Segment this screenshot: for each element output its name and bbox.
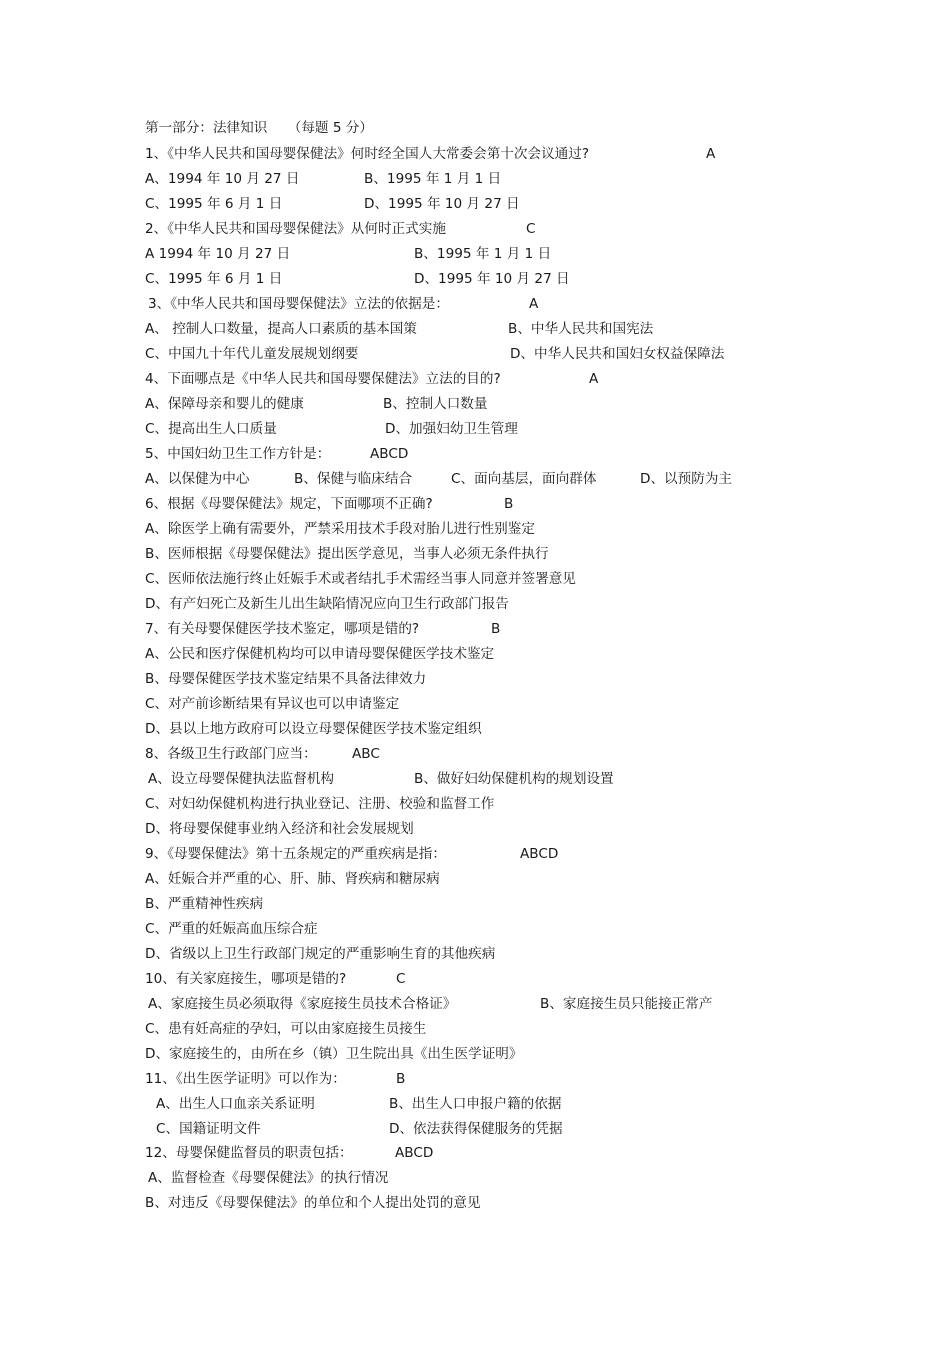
question-7-stem: 7、有关母婴保健医学技术鉴定，哪项是错的? [145,621,420,637]
question-2-option-b: B、1995 年 1 月 1 日 [414,246,552,262]
question-8-option-b: B、做好妇幼保健机构的规划设置 [414,771,614,787]
question-7-option-b: B、母婴保健医学技术鉴定结果不具备法律效力 [145,671,427,687]
question-10-option-d: D、家庭接生的，由所在乡（镇）卫生院出具《出生医学证明》 [145,1046,523,1062]
question-5-option-c: C、面向基层，面向群体 [451,471,597,487]
question-5-option-b: B、保健与临床结合 [294,471,413,487]
question-1-option-d: D、1995 年 10 月 27 日 [364,196,520,212]
question-2-option-a: A 1994 年 10 月 27 日 [145,246,291,262]
question-5-answer: ABCD [370,446,409,462]
question-10-stem: 10、有关家庭接生，哪项是错的? [145,971,347,987]
question-1-option-b: B、1995 年 1 月 1 日 [364,171,502,187]
question-7-option-a: A、公民和医疗保健机构均可以申请母婴保健医学技术鉴定 [145,646,495,662]
question-4-answer: A [589,371,599,387]
question-4-option-c: C、提高出生人口质量 [145,421,277,437]
question-3-answer: A [529,296,539,312]
question-9-option-c: C、严重的妊娠高血压综合症 [145,921,318,937]
question-4-stem: 4、下面哪点是《中华人民共和国母婴保健法》立法的目的? [145,371,501,387]
question-3-option-d: D、中华人民共和国妇女权益保障法 [510,346,725,362]
question-11-option-c: C、国籍证明文件 [156,1121,261,1137]
question-3-option-c: C、中国九十年代儿童发展规划纲要 [145,346,359,362]
question-5-option-d: D、以预防为主 [640,471,733,487]
question-4-option-d: D、加强妇幼卫生管理 [385,421,518,437]
question-12-option-b: B、对违反《母婴保健法》的单位和个人提出处罚的意见 [145,1195,481,1211]
question-3-option-a: A、 控制人口数量，提高人口素质的基本国策 [145,321,417,337]
question-9-option-d: D、省级以上卫生行政部门规定的严重影响生育的其他疾病 [145,946,496,962]
question-5-stem: 5、中国妇幼卫生工作方针是： [145,446,331,462]
question-10-answer: C [396,971,406,987]
question-10-option-a: A、家庭接生员必须取得《家庭接生员技术合格证》 [148,996,457,1012]
question-1-option-c: C、1995 年 6 月 1 日 [145,196,283,212]
question-6-option-a: A、除医学上确有需要外，严禁采用技术手段对胎儿进行性别鉴定 [145,521,535,537]
question-12-option-a: A、监督检查《母婴保健法》的执行情况 [148,1170,389,1186]
question-11-option-b: B、出生人口申报户籍的依据 [389,1096,562,1112]
question-4-option-b: B、控制人口数量 [383,396,488,412]
question-9-option-a: A、妊娠合并严重的心、肝、肺、肾疾病和糖尿病 [145,871,440,887]
question-5-option-a: A、以保健为中心 [145,471,250,487]
question-2-option-c: C、1995 年 6 月 1 日 [145,271,283,287]
question-6-option-c: C、医师依法施行终止妊娠手术或者结扎手术需经当事人同意并签署意见 [145,571,576,587]
question-1-stem: 1、《中华人民共和国母婴保健法》何时经全国人大常委会第十次会议通过? [145,146,590,162]
question-11-option-a: A、出生人口血亲关系证明 [156,1096,315,1112]
question-10-option-c: C、患有妊高症的孕妇，可以由家庭接生员接生 [145,1021,427,1037]
question-11-stem: 11、《出生医学证明》可以作为： [145,1071,346,1087]
question-8-option-d: D、将母婴保健事业纳入经济和社会发展规划 [145,821,414,837]
question-11-option-d: D、依法获得保健服务的凭据 [389,1121,563,1137]
question-3-stem: 3、《中华人民共和国母婴保健法》立法的依据是： [148,296,449,312]
question-2-stem: 2、《中华人民共和国母婴保健法》从何时正式实施 [145,221,446,237]
question-1-answer: A [706,146,716,162]
question-6-option-d: D、有产妇死亡及新生儿出生缺陷情况应向卫生行政部门报告 [145,596,509,612]
question-12-stem: 12、母婴保健监督员的职责包括： [145,1145,353,1161]
question-8-stem: 8、各级卫生行政部门应当： [145,746,317,762]
question-7-option-c: C、对产前诊断结果有异议也可以申请鉴定 [145,696,400,712]
question-2-answer: C [526,221,536,237]
question-8-option-c: C、对妇幼保健机构进行执业登记、注册、校验和监督工作 [145,796,495,812]
question-2-option-d: D、1995 年 10 月 27 日 [414,271,570,287]
question-9-option-b: B、严重精神性疾病 [145,896,264,912]
question-6-answer: B [504,496,514,512]
question-11-answer: B [396,1071,406,1087]
question-6-option-b: B、医师根据《母婴保健法》提出医学意见，当事人必须无条件执行 [145,546,549,562]
question-3-option-b: B、中华人民共和国宪法 [508,321,654,337]
section-heading: 第一部分：法律知识 （每题 5 分） [145,120,373,136]
question-7-option-d: D、县以上地方政府可以设立母婴保健医学技术鉴定组织 [145,721,482,737]
question-8-option-a: A、设立母婴保健执法监督机构 [148,771,335,787]
question-12-answer: ABCD [395,1145,434,1161]
question-9-stem: 9、《母婴保健法》第十五条规定的严重疾病是指： [145,846,446,862]
question-1-option-a: A、1994 年 10 月 27 日 [145,171,300,187]
question-6-stem: 6、根据《母婴保健法》规定，下面哪项不正确? [145,496,433,512]
question-4-option-a: A、保障母亲和婴儿的健康 [145,396,304,412]
question-7-answer: B [491,621,501,637]
question-9-answer: ABCD [520,846,559,862]
question-8-answer: ABC [352,746,380,762]
question-10-option-b: B、家庭接生员只能接正常产 [540,996,713,1012]
